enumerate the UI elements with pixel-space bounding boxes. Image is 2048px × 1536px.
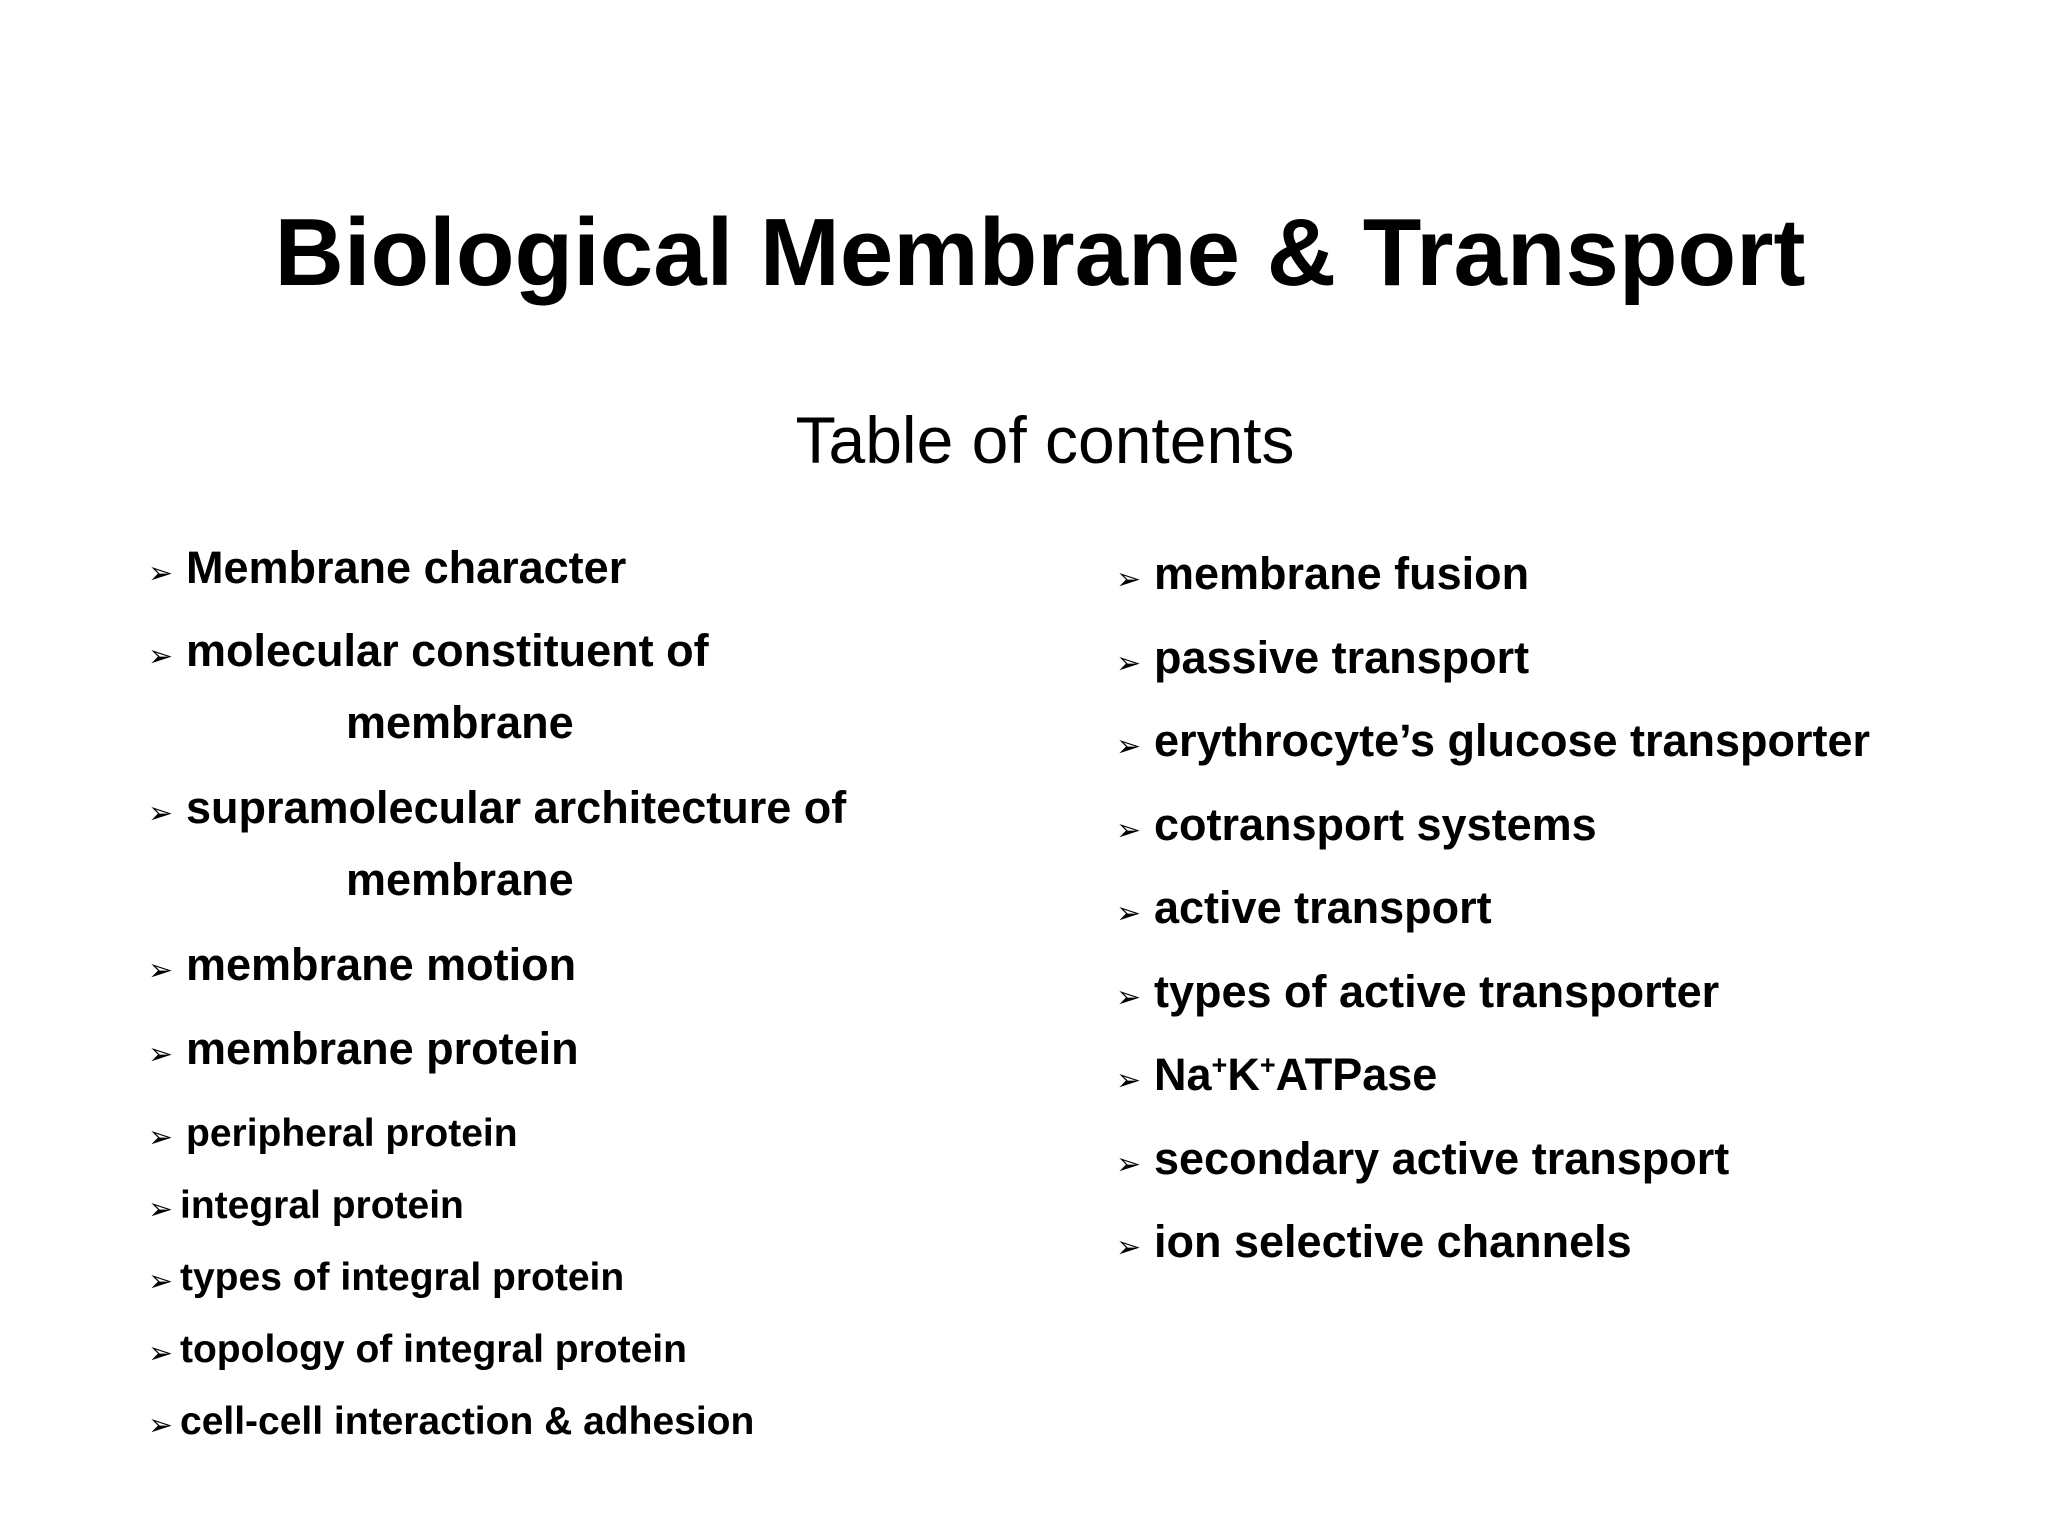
list-item [1116,546,1529,608]
toc-item-label: types of integral protein [180,1256,625,1299]
arrowhead-bullet-icon: ➢ [1116,981,1142,1014]
toc-item-label: Membrane character [186,542,627,593]
toc-item-label: membrane protein [186,1023,579,1074]
toc-item-continuation: membrane [346,697,574,748]
list-item [1116,1214,1632,1276]
toc-item-label: cotransport systems [1154,799,1597,850]
arrowhead-bullet-icon: ➢ [148,557,174,590]
slide-title: Biological Membrane & Transport [274,199,1806,306]
list-item [148,1398,754,1450]
arrowhead-bullet-icon: ➢ [148,1193,174,1226]
toc-item-label: passive transport [1154,632,1530,683]
arrowhead-bullet-icon: ➢ [1116,1148,1142,1181]
arrowhead-bullet-icon: ➢ [148,954,174,987]
toc-item-label: integral protein [180,1184,464,1227]
list-item [148,1182,464,1234]
list-item [148,540,626,602]
list-item [1116,880,1492,942]
toc-item-label: secondary active transport [1154,1133,1730,1184]
toc-item-label: types of active transporter [1154,966,1720,1017]
list-item [1116,713,1870,775]
list-item [1116,964,1719,1026]
arrowhead-bullet-icon: ➢ [1116,1231,1142,1264]
toc-item-label: topology of integral protein [180,1328,687,1371]
toc-item-label: peripheral protein [186,1112,518,1155]
toc-item-label: cell-cell interaction & adhesion [180,1400,755,1443]
list-item [1116,797,1597,859]
list-item [148,1021,579,1083]
arrowhead-bullet-icon: ➢ [1116,814,1142,847]
list-item [148,1326,687,1378]
arrowhead-bullet-icon: ➢ [148,1409,174,1442]
toc-item-label: ion selective channels [1154,1216,1632,1267]
list-item [148,780,846,908]
list-item [148,623,709,751]
list-item [148,937,576,999]
arrowhead-bullet-icon: ➢ [1116,647,1142,680]
arrowhead-bullet-icon: ➢ [148,1038,174,1071]
list-item [148,1254,624,1306]
slide-subtitle: Table of contents [795,403,1295,477]
arrowhead-bullet-icon: ➢ [148,1265,174,1298]
arrowhead-bullet-icon: ➢ [1116,730,1142,763]
toc-item-continuation: membrane [346,854,574,905]
toc-item-label: membrane fusion [1154,548,1530,599]
toc-item-label: membrane motion [186,939,577,990]
arrowhead-bullet-icon: ➢ [1116,1064,1142,1097]
toc-item-label: Na+K+ATPase [1154,1049,1438,1100]
list-item [1116,1047,1437,1109]
arrowhead-bullet-icon: ➢ [1116,897,1142,930]
arrowhead-bullet-icon: ➢ [1116,563,1142,596]
arrowhead-bullet-icon: ➢ [148,640,174,673]
arrowhead-bullet-icon: ➢ [148,1337,174,1370]
arrowhead-bullet-icon: ➢ [148,1121,174,1154]
arrowhead-bullet-icon: ➢ [148,797,174,830]
toc-item-label: supramolecular architecture of [186,782,847,833]
list-item [1116,630,1529,692]
list-item [1116,1131,1729,1193]
toc-item-label: erythrocyte’s glucose transporter [1154,715,1871,766]
list-item [148,1110,518,1162]
toc-item-label: molecular constituent of [186,625,709,676]
toc-item-label: active transport [1154,882,1492,933]
